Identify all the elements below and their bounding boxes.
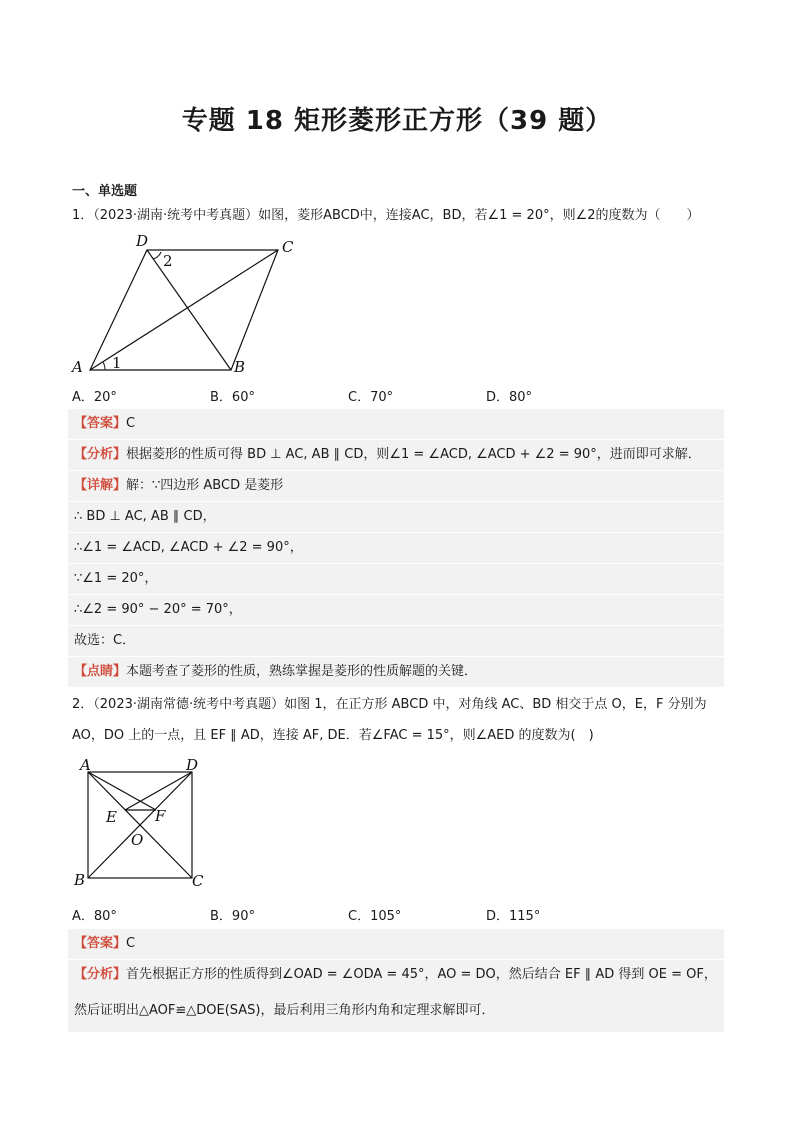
q1-label-angle2: 2: [163, 252, 173, 270]
q1-comment-text: 本题考查了菱形的性质，熟练掌握是菱形的性质解题的关键．: [126, 664, 478, 679]
q1-analysis-line: [74, 446, 701, 464]
q1-label-a: A: [72, 358, 83, 376]
q1-option-c: C．70°: [348, 390, 394, 405]
q2-option-a: A．80°: [72, 909, 117, 924]
q2-label-e: E: [106, 808, 117, 826]
q2-option-d: D．115°: [486, 909, 541, 924]
q1-label-angle1: 1: [112, 354, 122, 372]
q2-analysis-text-1: 首先根据正方形的性质得到∠OAD = ∠ODA = 45°，AO = DO，然后结合 EF ∥ AD 得到 OE = OF，: [126, 967, 717, 982]
q2-answer-value: C: [126, 936, 136, 951]
q2-segment-de: [125, 772, 192, 810]
q1-detail-text-1: 解：∵四边形 ABCD 是菱形: [126, 478, 284, 493]
q2-label-c: C: [192, 872, 204, 890]
q2-answer-line: [74, 935, 135, 953]
q1-diagonal-bd: [147, 250, 231, 370]
q2-option-b: B．90°: [210, 909, 255, 924]
q1-comment-line: [74, 663, 477, 681]
q1-detail-line-1: [74, 477, 283, 495]
q2-answer-band: [68, 928, 724, 959]
q1-label-d: D: [136, 232, 149, 250]
q2-label-f: F: [155, 807, 166, 825]
q1-detail-band-4: [68, 563, 724, 594]
q1-answer-value: C: [126, 416, 136, 431]
q2-label-a: A: [80, 756, 91, 774]
q2-analysis-line-2: 然后证明出△AOF≌△DOE(SAS)，最后利用三角形内角和定理求解即可．: [74, 1003, 495, 1018]
detail-tag: 【详解】: [74, 478, 127, 493]
q2-segment-af: [88, 772, 156, 810]
q1-angle1-arc: [103, 362, 105, 370]
q2-analysis-line-1: [74, 966, 717, 984]
q1-option-a: A．20°: [72, 390, 117, 405]
q1-option-d: D．80°: [486, 390, 533, 405]
q2-stem-line-2: AO，DO 上的一点，且 EF ∥ AD，连接 AF, DE．若∠FAC = 15°，则∠AED 的度数为( ): [72, 728, 594, 743]
q1-angle2-arc: [153, 252, 161, 259]
q1-option-b: B．60°: [210, 390, 255, 405]
q2-stem-line-1: 2．（2023·湖南常德·统考中考真题）如图 1，在正方形 ABCD 中，对角线 AC、BD 相交于点 O，E，F 分别为: [72, 697, 707, 712]
q1-label-c: C: [282, 238, 294, 256]
analysis-tag: 【分析】: [74, 447, 127, 462]
q2-square-figure: [70, 758, 220, 893]
q1-stem: 1．（2023·湖南·统考中考真题）如图，菱形ABCD中，连接AC，BD，若∠1 = 20°，则∠2的度数为（ ）: [72, 208, 700, 223]
analysis-tag: 【分析】: [74, 967, 127, 982]
page-title: 专题 18 矩形菱形正方形（39 题）: [181, 106, 613, 136]
q1-detail-line-6: 故选：C．: [74, 633, 136, 648]
q1-answer-band: [68, 408, 724, 439]
q2-label-d: D: [186, 756, 199, 774]
q2-option-c: C．105°: [348, 909, 402, 924]
q1-detail-line-5: ∴∠2 = 90° − 20° = 70°，: [74, 602, 242, 617]
q1-rhombus-figure: [60, 232, 320, 382]
q1-detail-line-4: ∵∠1 = 20°，: [74, 571, 158, 586]
q2-label-o: O: [131, 831, 144, 849]
q1-label-b: B: [234, 358, 246, 376]
answer-tag: 【答案】: [74, 936, 127, 951]
answer-tag: 【答案】: [74, 416, 127, 431]
q1-answer-line: [74, 415, 135, 433]
q1-detail-line-2: ∴ BD ⊥ AC, AB ∥ CD，: [74, 509, 216, 524]
q2-label-b: B: [74, 871, 86, 889]
comment-tag: 【点睛】: [74, 664, 127, 679]
q1-analysis-text: 根据菱形的性质可得 BD ⊥ AC, AB ∥ CD，则∠1 = ∠ACD, ∠ACD + ∠2 = 90°，进而即可求解．: [126, 447, 701, 462]
section-heading: 一、单选题: [72, 184, 138, 199]
q1-detail-line-3: ∴∠1 = ∠ACD, ∠ACD + ∠2 = 90°，: [74, 540, 303, 555]
q1-detail-band-6: [68, 625, 724, 656]
